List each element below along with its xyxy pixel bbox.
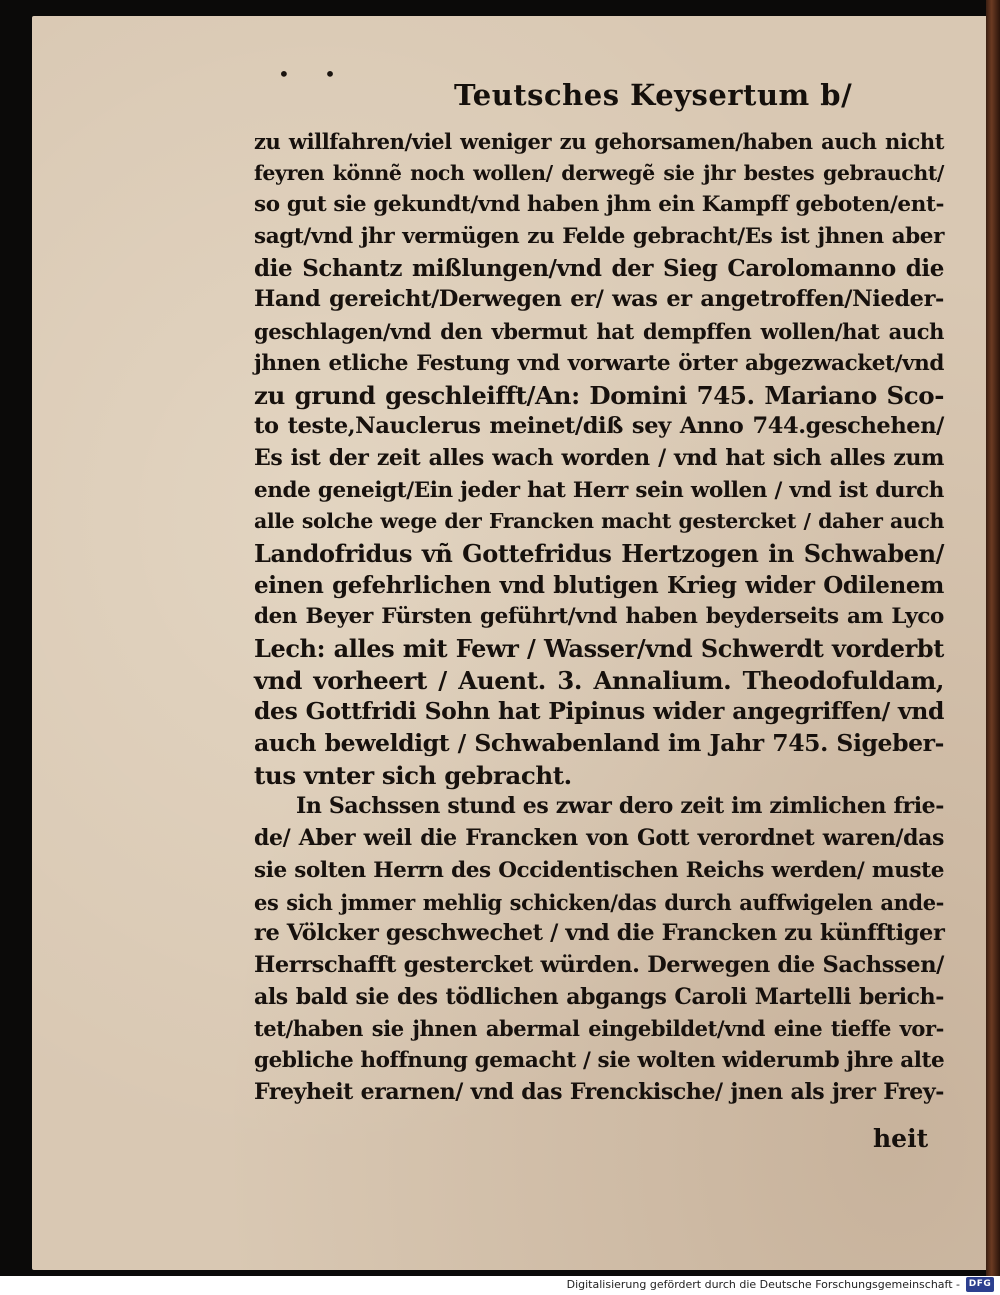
funding-credit: Digitalisierung gefördert durch die Deutsche Forschungsgemeinschaft - bbox=[566, 1278, 960, 1291]
text-line: alle solche wege der Francken macht gestercket / daher auch bbox=[254, 509, 944, 534]
catchword: heit bbox=[873, 1124, 929, 1153]
text-line: die Schantz mißlungen/vnd der Sieg Carolomanno die bbox=[254, 254, 944, 282]
text-line: so gut sie gekundt/vnd haben jhm ein Kampff geboten/ent- bbox=[254, 192, 944, 218]
text-line: gebliche hoffnung gemacht / sie wolten widerumb jhre alte bbox=[254, 1047, 945, 1073]
text-line: tus vnter sich gebracht. bbox=[254, 760, 572, 790]
text-line: Freyheit erarnen/ vnd das Frenckische/ jnen als jrer Frey- bbox=[254, 1078, 944, 1105]
text-line: de/ Aber weil die Francken von Gott verordnet waren/das bbox=[254, 825, 944, 852]
text-line: zu grund geschleifft/An: Domini 745. Mariano Sco- bbox=[254, 380, 944, 410]
text-line: sagt/vnd jhr vermügen zu Felde gebracht/Es ist jhnen aber bbox=[254, 224, 944, 250]
running-header: Teutsches Keysertum b/ bbox=[454, 78, 853, 112]
text-line: sie solten Herrn des Occidentischen Reichs werden/ muste bbox=[254, 857, 944, 883]
text-line: Lech: alles mit Fewr / Wasser/vnd Schwerdt vorderbt bbox=[254, 634, 944, 663]
text-line: einen gefehrlichen vnd blutigen Krieg wider Odilenem bbox=[254, 571, 944, 599]
printer-marks: • • bbox=[278, 62, 350, 86]
text-line: In Sachssen stund es zwar dero zeit im zimlichen frie- bbox=[296, 793, 944, 820]
text-line: tet/haben sie jhnen abermal eingebildet/vnd eine tieffe vor- bbox=[254, 1016, 944, 1042]
text-line: als bald sie des tödlichen abgangs Caroli Martelli berich- bbox=[254, 983, 944, 1010]
text-line: es sich jmmer mehlig schicken/das durch auffwigelen ande- bbox=[254, 889, 944, 915]
text-line: den Beyer Fürsten geführt/vnd haben beyderseits am Lyco bbox=[254, 604, 944, 630]
text-line: Hand gereicht/Derwegen er/ was er angetroffen/Nieder- bbox=[254, 286, 944, 313]
text-line: feyren könnẽ noch wollen/ derwegẽ sie jhr bestes gebraucht/ bbox=[254, 160, 944, 185]
text-line: Herrschafft gestercket würden. Derwegen die Sachssen/ bbox=[254, 951, 944, 978]
text-line: zu willfahren/viel weniger zu gehorsamen/haben auch nicht bbox=[254, 129, 944, 154]
text-line: Landofridus vñ Gottefridus Hertzogen in Schwaben/ bbox=[254, 538, 944, 568]
footer-bar bbox=[0, 1276, 1000, 1295]
text-line: to teste,Nauclerus meinet/diß sey Anno 744.geschehen/ bbox=[254, 413, 944, 440]
body-text bbox=[254, 126, 944, 1108]
text-line: auch beweldigt / Schwabenland im Jahr 745. Sigeber- bbox=[254, 729, 944, 758]
text-line: des Gottfridi Sohn hat Pipinus wider angegriffen/ vnd bbox=[254, 697, 944, 726]
text-line: vnd vorheert / Auent. 3. Annalium. Theodofuldam, bbox=[254, 665, 944, 695]
dfg-logo[interactable]: DFG bbox=[966, 1277, 994, 1292]
text-line: geschlagen/vnd den vbermut hat dempffen wollen/hat auch bbox=[254, 319, 944, 345]
page-edge bbox=[986, 0, 1000, 1276]
text-line: ende geneigt/Ein jeder hat Herr sein wollen / vnd ist durch bbox=[254, 477, 944, 503]
text-line: Es ist der zeit alles wach worden / vnd hat sich alles zum bbox=[254, 444, 944, 471]
text-line: jhnen etliche Festung vnd vorwarte örter abgezwacket/vnd bbox=[254, 350, 944, 376]
text-line: re Völcker geschwechet / vnd die Francken zu künfftiger bbox=[254, 920, 945, 947]
